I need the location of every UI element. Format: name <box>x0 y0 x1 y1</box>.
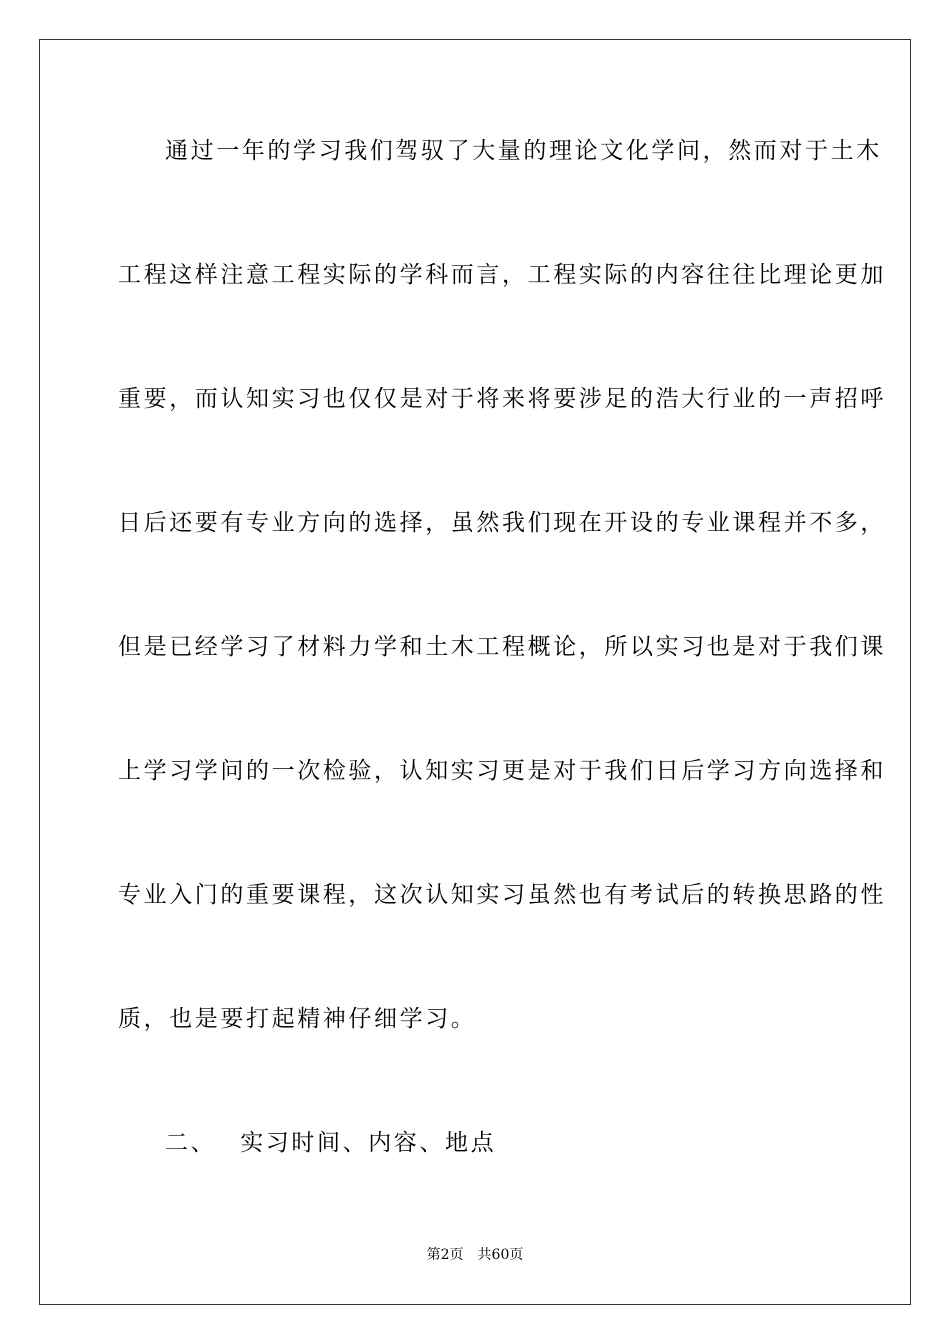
paragraph-line: 上学习学问的一次检验，认知实习更是对于我们日后学习方向选择和 <box>118 758 886 784</box>
section-title: 实习时间、内容、地点 <box>240 1130 497 1156</box>
section-heading <box>165 1128 496 1158</box>
paragraph-line: 工程这样注意工程实际的学科而言，工程实际的内容往往比理论更加 <box>118 262 886 288</box>
paragraph-line: 日后还要有专业方向的选择，虽然我们现在开设的专业课程并不多， <box>118 510 886 536</box>
page-number: 第2页 <box>426 1247 464 1263</box>
paragraph-line: 重要，而认知实习也仅仅是对于将来将要涉足的浩大行业的一声招呼 <box>118 386 886 412</box>
page-border <box>39 39 911 1305</box>
paragraph-line: 质，也是要打起精神仔细学习。 <box>118 1006 477 1032</box>
paragraph-line: 专业入门的重要课程，这次认知实习虽然也有考试后的转换思路的性 <box>118 882 886 908</box>
page-footer <box>0 1246 950 1264</box>
paragraph-line: 但是已经学习了材料力学和土木工程概论，所以实习也是对于我们课 <box>118 634 886 660</box>
section-number: 二、 <box>165 1130 217 1156</box>
total-pages: 共60页 <box>477 1247 524 1263</box>
paragraph-line: 通过一年的学习我们驾驭了大量的理论文化学问，然而对于土木 <box>165 138 882 164</box>
